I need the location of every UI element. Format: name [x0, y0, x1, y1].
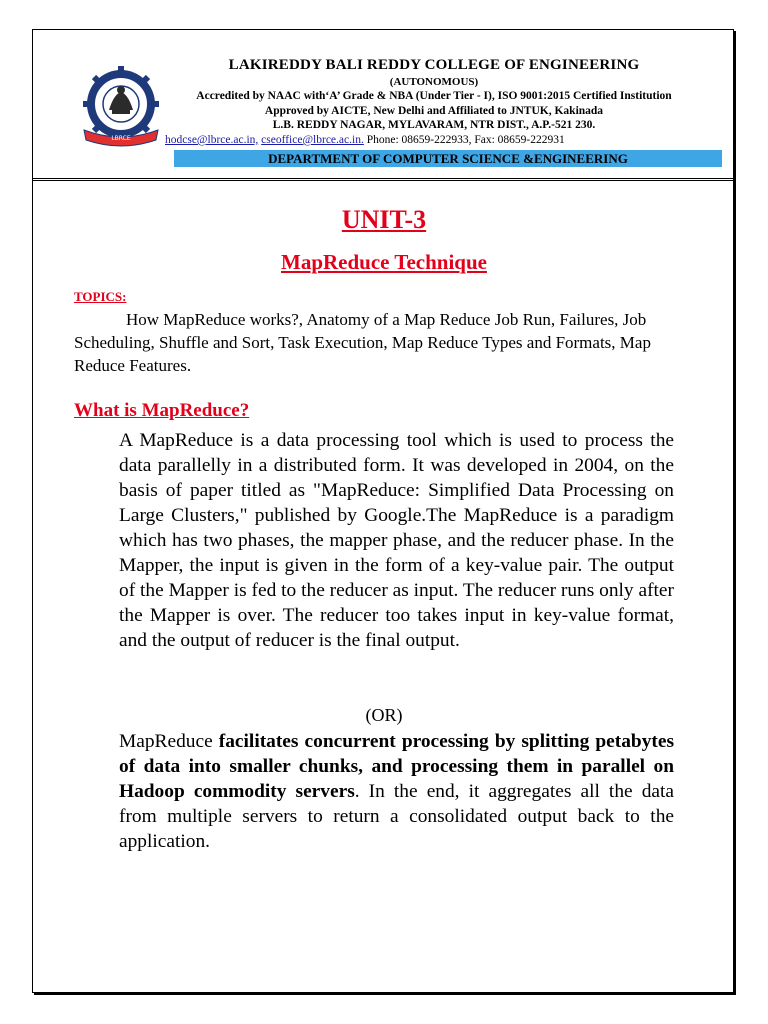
- definition-paragraph: A MapReduce is a data processing tool which is used to process the data parallelly in a distributed form. It was developed in 2004, on the basis of paper titled as "MapReduce: Simplified Data Processing on Large Clusters," published by Google.The MapReduce is a paradigm which has two phases, the mapper phase, and the reducer phase. In the Mapper, the input is given in the form of a key-value pair. The output of the Mapper is fed to the reducer as input. The reducer runs only after the Mapper is over. The reducer too takes input in key-value format, and the output of reducer is the final output.: [119, 430, 674, 651]
- alternate-definition-paragraph: [119, 729, 674, 854]
- college-seal-icon: [76, 64, 166, 154]
- phone-fax: Phone: 08659-222933, Fax: 08659-222931: [366, 134, 565, 146]
- p2-lead: MapReduce: [119, 731, 219, 752]
- college-name: LAKIREDDY BALI REDDY COLLEGE OF ENGINEERING: [228, 57, 640, 73]
- or-separator: (OR): [365, 705, 403, 725]
- section-heading: What is MapReduce?: [74, 400, 250, 421]
- topics-list: How MapReduce works?, Anatomy of a Map Reduce Job Run, Failures, Job Scheduling, Shuffle and Sort, Task Execution, Map Reduce Types and Formats, Map Reduce Features.: [74, 310, 651, 375]
- header-divider: [32, 178, 736, 181]
- office-email-link[interactable]: cseoffice@lbrce.ac.in.: [261, 134, 364, 146]
- hod-email-link[interactable]: hodcse@lbrce.ac.in,: [165, 134, 259, 146]
- address-line: L.B. REDDY NAGAR, MYLAVARAM, NTR DIST., A.P.-521 230.: [272, 119, 596, 131]
- topics-label: TOPICS:: [74, 289, 127, 304]
- accreditation-line: Accredited by NAAC with‘A’ Grade & NBA (Under Tier - I), ISO 9001:2015 Certified Institution: [196, 90, 672, 102]
- chapter-subtitle: MapReduce Technique: [281, 250, 487, 274]
- p2-bold-text: facilitates concurrent processing by splitting petabytes of data into smaller chunks, and processing them in parallel on Hadoop commodity servers: [119, 731, 674, 802]
- autonomous-label: (AUTONOMOUS): [389, 76, 479, 88]
- contact-line: [165, 134, 565, 146]
- approval-line: Approved by AICTE, New Delhi and Affiliated to JNTUK, Kakinada: [264, 105, 604, 117]
- seal-banner-text: LBRCE: [111, 135, 131, 142]
- p2-tail: . In the end, it aggregates all the data from multiple servers to return a consolidated output back to the application.: [119, 781, 674, 852]
- department-banner: DEPARTMENT OF COMPUTER SCIENCE &ENGINEERING: [174, 150, 722, 167]
- unit-title: UNIT-3: [341, 205, 427, 234]
